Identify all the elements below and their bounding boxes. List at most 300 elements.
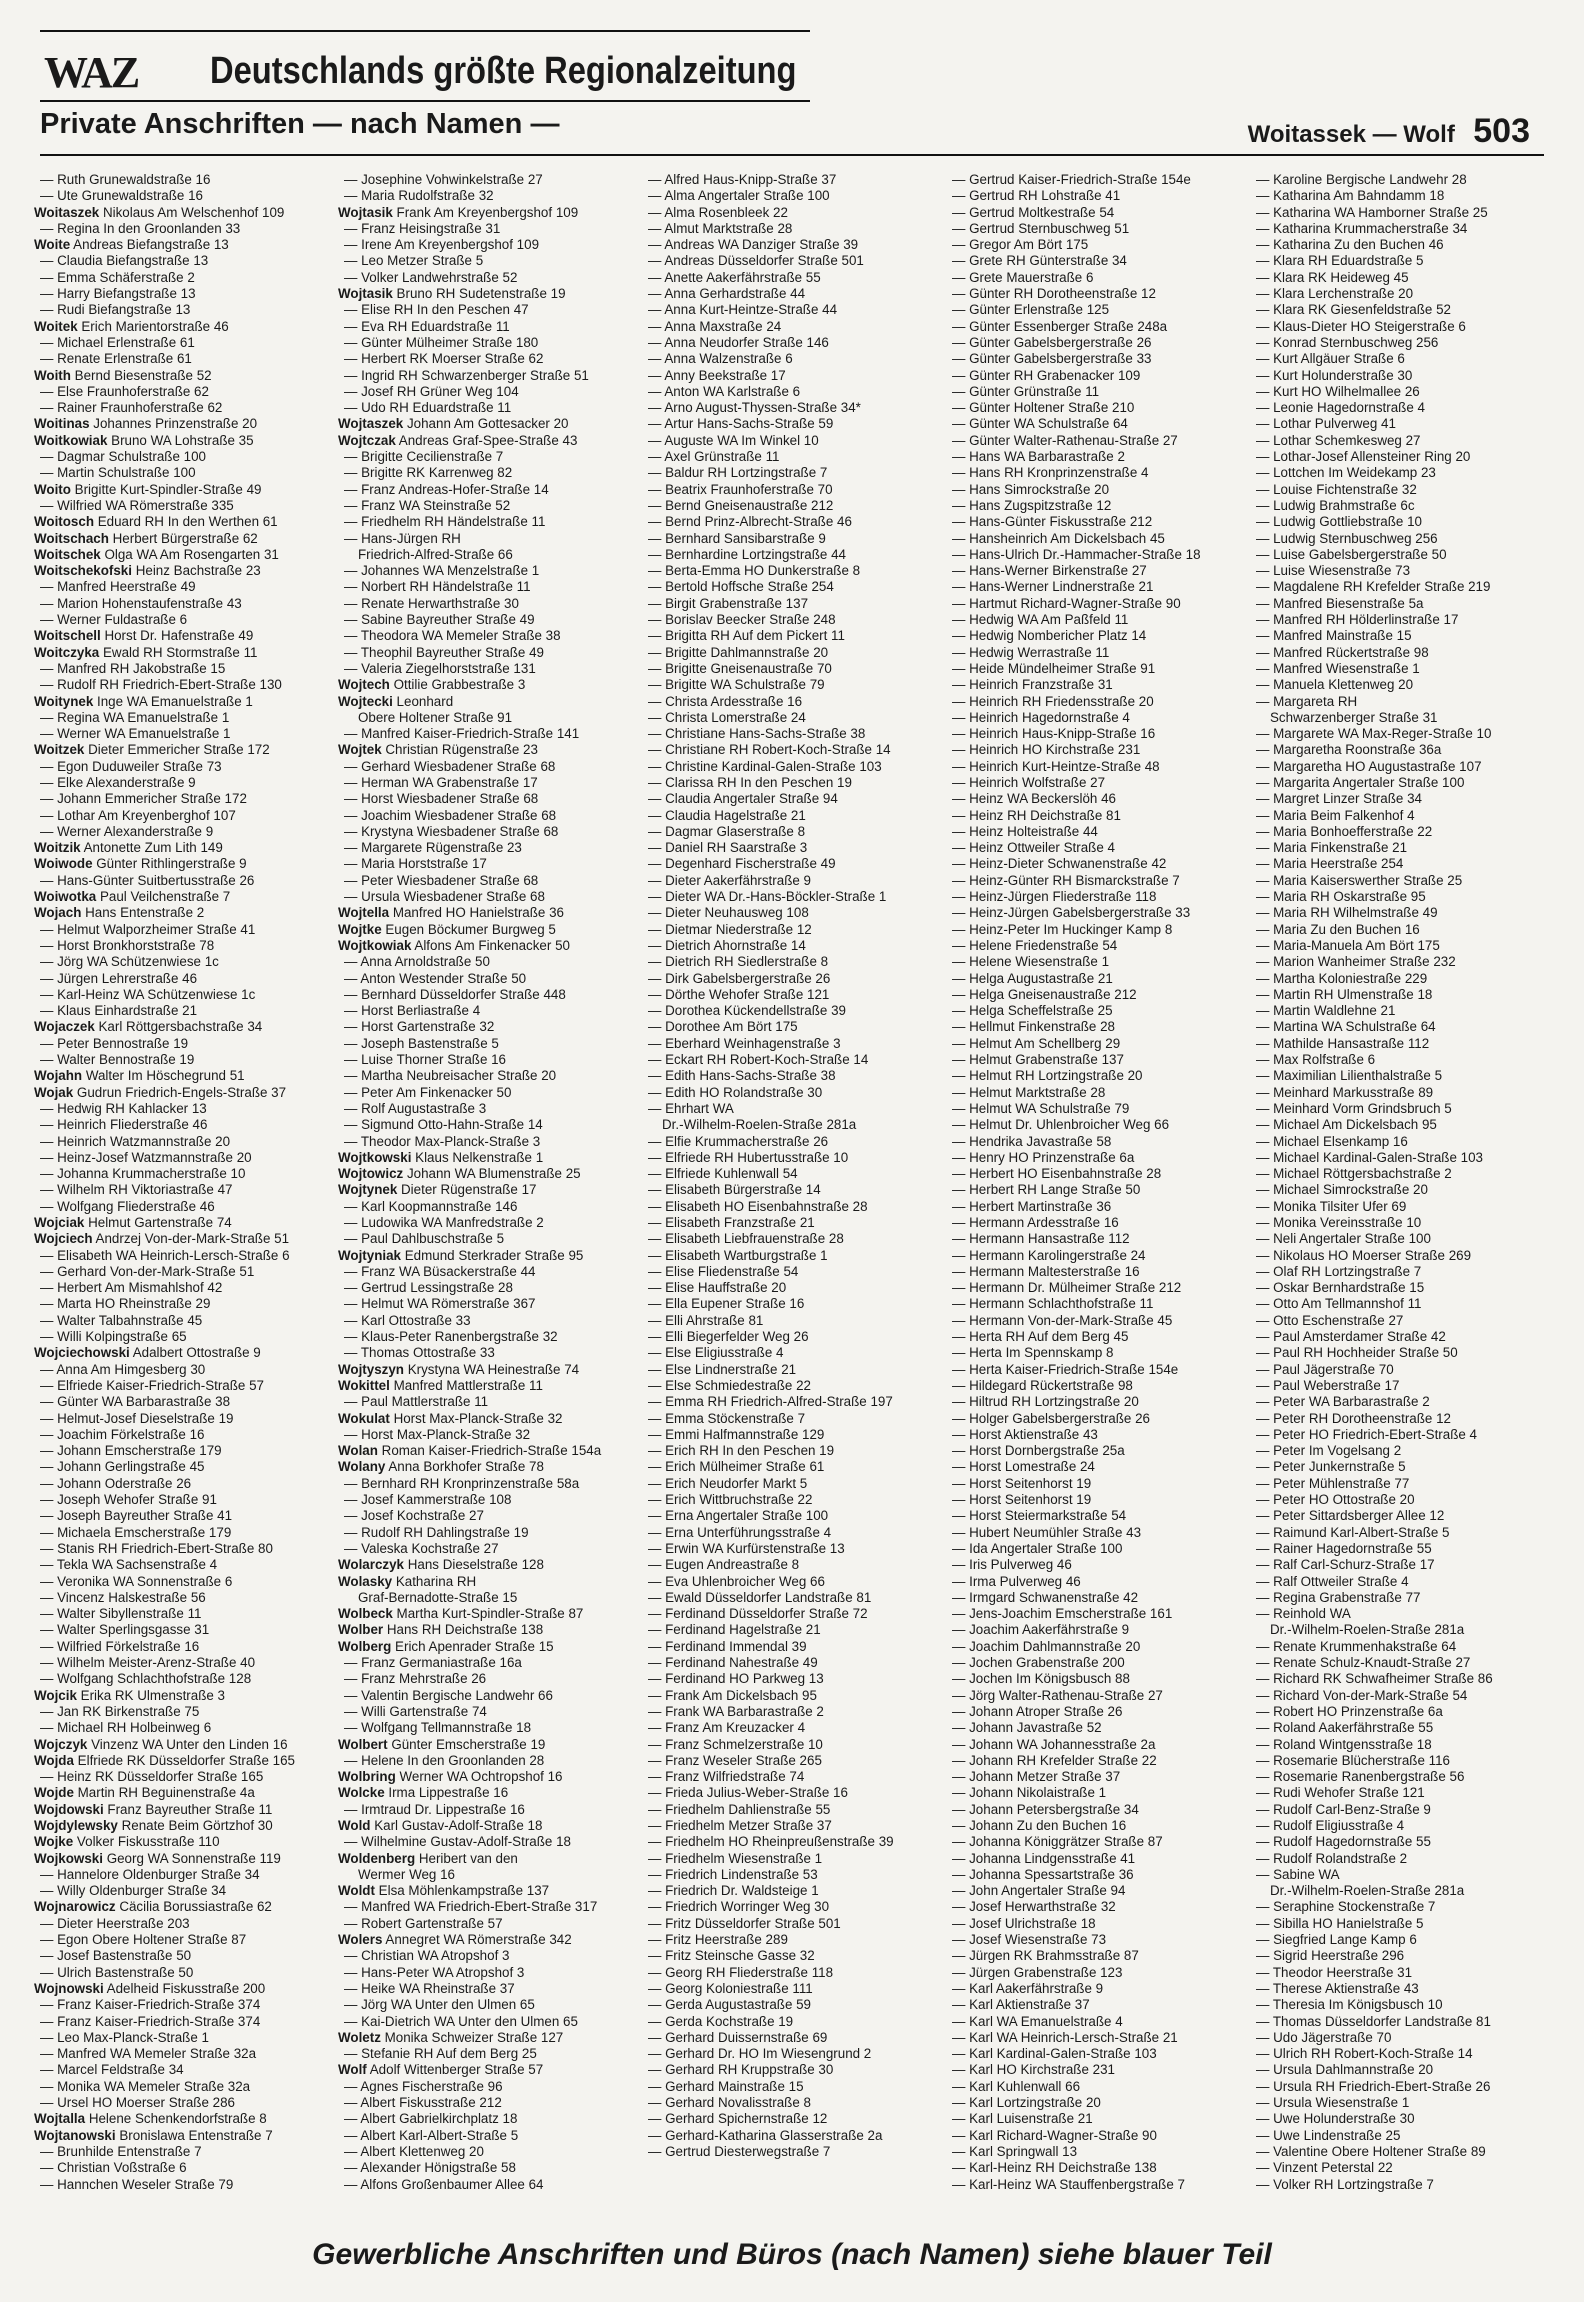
- listing-entry: Woitosch Eduard RH In den Werthen 61: [34, 514, 278, 530]
- listing-entry: — Karl Kardinal-Galen-Straße 103: [952, 2046, 1157, 2062]
- surname: Woitschek: [34, 546, 101, 562]
- listing-entry: — Hartmut Richard-Wagner-Straße 90: [952, 595, 1181, 611]
- listing-entry: — Raimund Karl-Albert-Straße 5: [1256, 1524, 1450, 1540]
- listing-entry: — Gerhard Dr. HO Im Wiesengrund 2: [648, 2046, 872, 2062]
- listing-entry: Wermer Weg 16: [358, 1866, 455, 1882]
- listing-column-4: [946, 172, 1244, 2193]
- listing-entry: Wolbert Günter Emscherstraße 19: [338, 1736, 546, 1752]
- listing-entry: Wojak Gudrun Friedrich-Engels-Straße 37: [34, 1084, 287, 1100]
- listing-entry: — Heinrich Franzstraße 31: [952, 677, 1113, 693]
- surname: Wojaczek: [34, 1019, 95, 1035]
- listing-entry: — Egon Duduweiler Straße 73: [40, 758, 222, 774]
- listing-entry: — Walter Talbahnstraße 45: [40, 1312, 203, 1328]
- listing-entry: — Manfred RH Jakobstraße 15: [40, 660, 226, 676]
- listing-entry: — Christa Lomerstraße 24: [648, 709, 806, 725]
- listing-entry: — Günter RH Grabenacker 109: [952, 367, 1141, 383]
- listing-entry: — Vincenz Halskestraße 56: [40, 1589, 206, 1605]
- listing-entry: — Roland Wintgensstraße 18: [1256, 1736, 1432, 1752]
- listing-entry: — Andreas Düsseldorfer Straße 501: [648, 253, 864, 269]
- listing-entry: — Marta HO Rheinstraße 29: [40, 1296, 211, 1312]
- listing-entry: — Johann Oderstraße 26: [40, 1475, 192, 1491]
- listing-entry: Dr.-Wilhelm-Roelen-Straße 281a: [1270, 1622, 1465, 1638]
- listing-entry: — Rolf Augustastraße 3: [344, 1100, 487, 1116]
- listing-entry: — Helmut RH Lortzingstraße 20: [952, 1068, 1143, 1084]
- listing-entry: — Manfred WA Friedrich-Ebert-Straße 317: [344, 1899, 598, 1915]
- listing-entry: — Manfred Wiesenstraße 1: [1256, 660, 1420, 676]
- listing-entry: — Renate Krummenhakstraße 64: [1256, 1638, 1457, 1654]
- listing-entry: — Eva RH Eduardstraße 11: [344, 318, 510, 334]
- listing-entry: — Brunhilde Entenstraße 7: [40, 2143, 202, 2159]
- listing-entry: — Borislav Beecker Straße 248: [648, 612, 836, 628]
- listing-entry: — Ruth Grunewaldstraße 16: [40, 172, 211, 187]
- listing-entry: — Horst Seitenhorst 19: [952, 1475, 1092, 1491]
- listing-entry: — Christa Ardesstraße 16: [648, 693, 803, 709]
- listing-entry: — Gerda Augustastraße 59: [648, 1997, 812, 2013]
- listing-entry: — Heinz-Jürgen Gabelsbergerstraße 33: [952, 905, 1191, 921]
- listing-entry: — Maria RH Oskarstraße 95: [1256, 889, 1426, 905]
- listing-entry: — Gerhard Novalisstraße 8: [648, 2095, 811, 2111]
- listing-entry: — Katharina Zu den Buchen 46: [1256, 237, 1444, 253]
- surname: Woitschach: [34, 530, 109, 546]
- listing-entry: Wojtek Christian Rügenstraße 23: [338, 742, 538, 758]
- listing-entry: — Daniel RH Saarstraße 3: [648, 840, 808, 856]
- listing-entry: — Monika WA Memeler Straße 32a: [40, 2078, 251, 2094]
- listing-entry: Wojciechowski Adalbert Ottostraße 9: [34, 1345, 261, 1361]
- surname: Wolbring: [338, 1769, 396, 1785]
- surname: Wokittel: [338, 1377, 390, 1393]
- listing-entry: — Manfred Rückertstraße 98: [1256, 644, 1429, 660]
- listing-entry: — Maria Rudolfstraße 32: [344, 188, 494, 204]
- listing-entry: Wojahn Walter Im Höschegrund 51: [34, 1068, 245, 1084]
- listing-entry: — Manfred WA Memeler Straße 32a: [40, 2046, 257, 2062]
- listing-entry: — Horst Berliastraße 4: [344, 1003, 481, 1019]
- listing-entry: — Erna Angertaler Straße 100: [648, 1508, 829, 1524]
- listing-entry: — Helmut-Josef Dieselstraße 19: [40, 1410, 234, 1426]
- listing-entry: — Elfriede Kaiser-Friedrich-Straße 57: [40, 1377, 264, 1393]
- listing-entry: — Veronika WA Sonnenstraße 6: [40, 1573, 233, 1589]
- listing-entry: — Peter RH Dorotheenstraße 12: [1256, 1410, 1451, 1426]
- listing-entry: — Karl Luisenstraße 21: [952, 2111, 1093, 2127]
- listing-entry: — Regina In den Groonlanden 33: [40, 220, 241, 236]
- listing-entry: — Günter RH Dorotheenstraße 12: [952, 286, 1156, 302]
- listing-entry: — Sabine Bayreuther Straße 49: [344, 612, 535, 628]
- listing-entry: — Rainer Fraunhoferstraße 62: [40, 400, 223, 416]
- surname: Wojda: [34, 1752, 74, 1768]
- listing-entry: — Peter Mühlenstraße 77: [1256, 1475, 1410, 1491]
- listing-entry: — Michael Erlenstraße 61: [40, 334, 195, 350]
- listing-entry: — Günter Erlenstraße 125: [952, 302, 1110, 318]
- listing-entry: — Eva Uhlenbroicher Weg 66: [648, 1573, 825, 1589]
- listing-entry: — Michael Elsenkamp 16: [1256, 1133, 1408, 1149]
- listing-entry: — Heinz Ottweiler Straße 4: [952, 840, 1115, 856]
- surname: Woitaszek: [34, 204, 100, 220]
- masthead: [40, 44, 810, 96]
- listing-entry: Woitschekofski Heinz Bachstraße 23: [34, 563, 261, 579]
- listing-entry: — Hedwig RH Kahlacker 13: [40, 1100, 207, 1116]
- listing-entry: — Friedrich Dr. Waldsteige 1: [648, 1883, 819, 1899]
- listing-entry: — Hermann Maltesterstraße 16: [952, 1263, 1140, 1279]
- listing-entry: — Michael Am Dickelsbach 95: [1256, 1117, 1437, 1133]
- page-header: [1248, 112, 1530, 151]
- listing-entry: — Brigitte Gneisenaustraße 70: [648, 660, 832, 676]
- listing-entry: — Gertrud Sternbuschweg 51: [952, 220, 1130, 236]
- listing-entry: — Hans-Peter WA Atropshof 3: [344, 1964, 525, 1980]
- listing-entry: — Christiane Hans-Sachs-Straße 38: [648, 726, 866, 742]
- surname: Woiwotka: [34, 889, 97, 905]
- listing-entry: — Robert HO Prinzenstraße 6a: [1256, 1703, 1443, 1719]
- listing-entry: Woiwode Günter Rithlingerstraße 9: [34, 856, 247, 872]
- listing-entry: — Josephine Vohwinkelstraße 27: [344, 172, 543, 187]
- listing-entry: — Willi Kolpingstraße 65: [40, 1329, 187, 1345]
- listing-entry: Woitynek Inge WA Emanuelstraße 1: [34, 693, 253, 709]
- listing-entry: Wolany Anna Borkhofer Straße 78: [338, 1459, 544, 1475]
- listing-entry: — Paul Weberstraße 17: [1256, 1377, 1400, 1393]
- listing-entry: — Kurt Allgäuer Straße 6: [1256, 351, 1405, 367]
- listing-entry: — Peter Wiesbadener Straße 68: [344, 872, 539, 888]
- listing-entry: Wojtella Manfred HO Hanielstraße 36: [338, 905, 564, 921]
- listing-entry: — Konrad Sternbuschweg 256: [1256, 334, 1439, 350]
- listing-entry: Wolbring Werner WA Ochtropshof 16: [338, 1769, 563, 1785]
- listing-entry: — Bernhard Sansibarstraße 9: [648, 530, 826, 546]
- listing-entry: — Dieter Neuhausweg 108: [648, 905, 809, 921]
- surname: Wojdylewsky: [34, 1817, 118, 1833]
- listing-entry: Woldenberg Heribert van den: [338, 1850, 518, 1866]
- listing-entry: — Alma Angertaler Straße 100: [648, 188, 830, 204]
- listing-entry: — Fritz Steinsche Gasse 32: [648, 1948, 815, 1964]
- listing-entry: — Dieter Aakerfährstraße 9: [648, 872, 811, 888]
- listing-entry: — Gregor Am Bört 175: [952, 237, 1089, 253]
- listing-entry: — Theodor Max-Planck-Straße 3: [344, 1133, 541, 1149]
- listing-entry: — Hermann Dr. Mülheimer Straße 212: [952, 1280, 1182, 1296]
- listing-entry: — Helmut Dr. Uhlenbroicher Weg 66: [952, 1117, 1170, 1133]
- listing-entry: — Valeska Kochstraße 27: [344, 1540, 499, 1556]
- surname: Wojciak: [34, 1215, 85, 1230]
- listing-entry: — Claudia Hagelstraße 21: [648, 807, 806, 823]
- listing-entry: — Joachim Aakerfährstraße 9: [952, 1622, 1130, 1638]
- listing-entry: — Richard Von-der-Mark-Straße 54: [1256, 1687, 1468, 1703]
- listing-entry: — Magdalene RH Krefelder Straße 219: [1256, 579, 1491, 595]
- listing-entry: — Friedhelm Metzer Straße 37: [648, 1817, 832, 1833]
- listing-entry: Woiwotka Paul Veilchenstraße 7: [34, 889, 231, 905]
- surname: Wojtek: [338, 742, 382, 758]
- surname: Woitschekofski: [34, 563, 132, 579]
- listing-entry: — Ella Eupener Straße 16: [648, 1296, 805, 1312]
- listing-entry: — Heinrich Haus-Knipp-Straße 16: [952, 726, 1156, 742]
- listing-entry: — Erich Mülheimer Straße 61: [648, 1459, 825, 1475]
- listing-entry: — Edith Hans-Sachs-Straße 38: [648, 1068, 836, 1084]
- listing-entry: Wojach Hans Entenstraße 2: [34, 905, 205, 921]
- listing-entry: — Margarete Rügenstraße 23: [344, 840, 522, 856]
- listing-entry: — Martha Koloniestraße 229: [1256, 970, 1428, 986]
- listing-entry: — Rudolf RH Dahlingstraße 19: [344, 1524, 529, 1540]
- listing-entry: — Wilhelm RH Viktoriastraße 47: [40, 1182, 233, 1198]
- listing-entry: — Heinz WA Beckerslöh 46: [952, 791, 1116, 807]
- listing-entry: — Olaf RH Lortzingstraße 7: [1256, 1263, 1422, 1279]
- listing-entry: Wokittel Manfred Mattlerstraße 11: [338, 1377, 543, 1393]
- surname: Wolany: [338, 1459, 386, 1475]
- listing-entry: — Gerda Kochstraße 19: [648, 2013, 794, 2029]
- surname: Woitinas: [34, 416, 90, 432]
- listing-entry: — Maximilian Lilienthalstraße 5: [1256, 1068, 1443, 1084]
- listing-entry: — Christian Voßstraße 6: [40, 2160, 187, 2176]
- listing-entry: — Hedwig Nombericher Platz 14: [952, 628, 1147, 644]
- listing-entry: — Elise Fliedenstraße 54: [648, 1263, 799, 1279]
- listing-entry: Wojtasik Bruno RH Sudetenstraße 19: [338, 286, 566, 302]
- listing-entry: — Gerhard Von-der-Mark-Straße 51: [40, 1263, 255, 1279]
- surname: Wojnarowicz: [34, 1899, 116, 1915]
- surname: Woite: [34, 237, 71, 253]
- listing-entry: — Mathilde Hansastraße 112: [1256, 1035, 1430, 1051]
- listing-entry: — Udo Jägerstraße 70: [1256, 2029, 1392, 2045]
- listing-entry: — Martha Neubreisacher Straße 20: [344, 1068, 557, 1084]
- listing-entry: — Emma RH Friedrich-Alfred-Straße 197: [648, 1394, 893, 1410]
- listing-entry: Wojtynek Dieter Rügenstraße 17: [338, 1182, 537, 1198]
- listing-entry: — Michaela Emscherstraße 179: [40, 1524, 232, 1540]
- listing-entry: — Luise Gabelsbergerstraße 50: [1256, 546, 1447, 562]
- listing-entry: — Martina WA Schulstraße 64: [1256, 1019, 1436, 1035]
- surname: Wojtasik: [338, 204, 393, 220]
- listing-entry: — Lothar-Josef Allensteiner Ring 20: [1256, 449, 1471, 465]
- listing-entry: — Wolfgang Tellmannstraße 18: [344, 1720, 532, 1736]
- listing-entry: — Horst Seitenhorst 19: [952, 1492, 1092, 1508]
- listing-entry: — Ute Grunewaldstraße 16: [40, 188, 203, 204]
- listing-entry: Wold Karl Gustav-Adolf-Straße 18: [338, 1817, 543, 1833]
- listing-entry: — Hannelore Oldenburger Straße 34: [40, 1866, 260, 1882]
- listing-entry: — Michael RH Holbeinweg 6: [40, 1720, 212, 1736]
- listing-entry: — Horst Wiesbadener Straße 68: [344, 791, 539, 807]
- listing-entry: — Herta RH Auf dem Berg 45: [952, 1329, 1129, 1345]
- listing-entry: — Volker Landwehrstraße 52: [344, 269, 518, 285]
- listing-entry: Wolber Hans RH Deichstraße 138: [338, 1622, 544, 1638]
- surname: Wojtasik: [338, 286, 393, 302]
- listing-entry: — Klara RH Eduardstraße 5: [1256, 253, 1424, 269]
- listing-entry: — Joseph Wehofer Straße 91: [40, 1492, 217, 1508]
- listing-entry: — Johann Emscherstraße 179: [40, 1443, 222, 1459]
- listing-entry: — Jürgen Grabenstraße 123: [952, 1964, 1123, 1980]
- listing-entry: Wojtanowski Bronislawa Entenstraße 7: [34, 2127, 273, 2143]
- listing-entry: — Degenhard Fischerstraße 49: [648, 856, 836, 872]
- listing-entry: — Bernhard RH Kronprinzenstraße 58a: [344, 1475, 580, 1491]
- surname: Woldt: [338, 1883, 375, 1899]
- listing-entry: — Elisabeth WA Heinrich-Lersch-Straße 6: [40, 1247, 290, 1263]
- listing-entry: Wojkowski Georg WA Sonnenstraße 119: [34, 1850, 281, 1866]
- listing-entry: — Marion Wanheimer Straße 232: [1256, 954, 1456, 970]
- listing-entry: Wojczyk Vinzenz WA Unter den Linden 16: [34, 1736, 288, 1752]
- listing-entry: — Maria Kaiserswerther Straße 25: [1256, 872, 1463, 888]
- listing-entry: — Ludwig Sternbuschweg 256: [1256, 530, 1438, 546]
- listing-entry: — Margaretha Roonstraße 36a: [1256, 742, 1442, 758]
- listing-entry: — Ludwig Brahmstraße 6c: [1256, 497, 1415, 513]
- listing-entry: — Maria Finkenstraße 21: [1256, 840, 1408, 856]
- listing-entry: — Leo Max-Planck-Straße 1: [40, 2029, 209, 2045]
- listing-entry: — Dagmar Glaserstraße 8: [648, 823, 806, 839]
- surname: Wolf: [338, 2062, 367, 2078]
- listing-entry: — Karl Koopmannstraße 146: [344, 1198, 518, 1214]
- listing-entry: Woitek Erich Marientorstraße 46: [34, 318, 229, 334]
- listing-entry: — Clarissa RH In den Peschen 19: [648, 774, 852, 790]
- listing-entry: — Rudolf Rolandstraße 2: [1256, 1850, 1408, 1866]
- listing-entry: — Gerhard Spichernstraße 12: [648, 2111, 828, 2127]
- listing-entry: — Johann Gerlingstraße 45: [40, 1459, 205, 1475]
- listing-entry: — Jürgen Lehrerstraße 46: [40, 970, 198, 986]
- listing-entry: — Heinz RH Deichstraße 81: [952, 807, 1121, 823]
- listing-entry: — Hans-Werner Birkenstraße 27: [952, 563, 1147, 579]
- listing-entry: — Katharina Krummacherstraße 34: [1256, 220, 1468, 236]
- listing-entry: — Maria Heerstraße 254: [1256, 856, 1404, 872]
- listing-entry: Wojcik Erika RK Ulmenstraße 3: [34, 1687, 226, 1703]
- listing-entry: — Holger Gabelsbergerstraße 26: [952, 1410, 1150, 1426]
- listing-entry: — Eckart RH Robert-Koch-Straße 14: [648, 1052, 869, 1068]
- listing-entry: — Ursula Wiesbadener Straße 68: [344, 889, 545, 905]
- listing-entry: — Elisabeth Bürgerstraße 14: [648, 1182, 821, 1198]
- listing-entry: — Hans-Günter Fiskusstraße 212: [952, 514, 1153, 530]
- listing-entry: — Theresia Im Königsbusch 10: [1256, 1997, 1443, 2013]
- surname: Wojtanowski: [34, 2127, 116, 2143]
- listing-entry: — Renate Schulz-Knaudt-Straße 27: [1256, 1655, 1471, 1671]
- listing-entry: — Meinhard Markusstraße 89: [1256, 1084, 1434, 1100]
- listing-entry: — Margarete WA Max-Reger-Straße 10: [1256, 726, 1492, 742]
- listing-entry: — Ralf Ottweiler Straße 4: [1256, 1573, 1409, 1589]
- listing-entry: — Johanna Spessartstraße 36: [952, 1866, 1134, 1882]
- listing-entry: — Stanis RH Friedrich-Ebert-Straße 80: [40, 1540, 273, 1556]
- listing-entry: — Gertrud RH Lohstraße 41: [952, 188, 1121, 204]
- listing-entry: — Hannchen Weseler Straße 79: [40, 2176, 234, 2192]
- listing-entry: — Margareta RH: [1256, 693, 1358, 709]
- listing-entry: — Friedrich Worringer Weg 30: [648, 1899, 830, 1915]
- listing-entry: — Dietrich RH Siedlerstraße 8: [648, 954, 829, 970]
- listing-entry: — Kurt HO Wilhelmallee 26: [1256, 383, 1420, 399]
- listing-entry: — Henry HO Prinzenstraße 6a: [952, 1149, 1135, 1165]
- listing-entry: — Maria Horststraße 17: [344, 856, 487, 872]
- listing-entry: — Günter Holtener Straße 210: [952, 400, 1135, 416]
- listing-entry: — Anette Aakerfährstraße 55: [648, 269, 821, 285]
- listing-entry: — Günter WA Schulstraße 64: [952, 416, 1128, 432]
- listing-entry: — Jens-Joachim Emscherstraße 161: [952, 1606, 1173, 1622]
- listing-entry: — Werner WA Emanuelstraße 1: [40, 726, 231, 742]
- listing-entry: — Helmut WA Schulstraße 79: [952, 1100, 1130, 1116]
- surname: Wojtella: [338, 905, 390, 921]
- listing-entry: — Irene Am Kreyenbergshof 109: [344, 237, 540, 253]
- listing-entry: — Joachim Wiesbadener Straße 68: [344, 807, 557, 823]
- listing-entry: — Martin Waldlehne 21: [1256, 1003, 1396, 1019]
- listing-entry: — Johannes WA Menzelstraße 1: [344, 563, 540, 579]
- listing-entry: — Josef Wiesenstraße 73: [952, 1932, 1107, 1948]
- listing-entry: Wojtaszek Johann Am Gottesacker 20: [338, 416, 569, 432]
- listing-entry: — Anna Neudorfer Straße 146: [648, 334, 829, 350]
- listing-entry: — Heinz RK Düsseldorfer Straße 165: [40, 1769, 264, 1785]
- listing-entry: — Louise Fichtenstraße 32: [1256, 481, 1417, 497]
- listing-entry: — Helmut Marktstraße 28: [952, 1084, 1106, 1100]
- listing-entry: — Heinz-Dieter Schwanenstraße 42: [952, 856, 1167, 872]
- listing-entry: — Manfred Biesenstraße 5a: [1256, 595, 1424, 611]
- listing-entry: — Seraphine Stockenstraße 7: [1256, 1899, 1436, 1915]
- listing-entry: — Claudia Angertaler Straße 94: [648, 791, 838, 807]
- listing-entry: — Ingrid RH Schwarzenberger Straße 51: [344, 367, 589, 383]
- surname: Wolber: [338, 1622, 384, 1638]
- listing-entry: — Elke Alexanderstraße 9: [40, 774, 196, 790]
- listing-entry: — Klaus Einhardstraße 21: [40, 1003, 198, 1019]
- listing-entry: — Maria Beim Falkenhof 4: [1256, 807, 1415, 823]
- listing-entry: — Reinhold WA: [1256, 1606, 1351, 1622]
- surname: Wojtalla: [34, 2111, 86, 2127]
- listing-entry: — Emma Stöckenstraße 7: [648, 1410, 806, 1426]
- listing-entry: — Claudia Biefangstraße 13: [40, 253, 209, 269]
- listing-entry: Wolf Adolf Wittenberger Straße 57: [338, 2062, 544, 2078]
- surname: Wojde: [34, 1785, 74, 1801]
- listing-entry: — Joachim Förkelstraße 16: [40, 1426, 205, 1442]
- listing-entry: — Günter Mülheimer Straße 180: [344, 334, 539, 350]
- listing-entry: — Dörthe Wehofer Straße 121: [648, 986, 830, 1002]
- listing-entry: — Gerhard-Katharina Glasserstraße 2a: [648, 2127, 883, 2143]
- listing-entry: — Dieter Heerstraße 203: [40, 1915, 190, 1931]
- surname: Wojtczak: [338, 432, 396, 448]
- surname: Woitynek: [34, 693, 94, 709]
- listing-entry: — Marcel Feldstraße 34: [40, 2062, 184, 2078]
- listing-entry: — Sigrid Heerstraße 296: [1256, 1948, 1405, 1964]
- listing-entry: — Leonie Hagedornstraße 4: [1256, 400, 1425, 416]
- listing-entry: — Willi Gartenstraße 74: [344, 1703, 487, 1719]
- listing-entry: — Franz WA Büsackerstraße 44: [344, 1263, 536, 1279]
- listing-entry: — Hans WA Barbarastraße 2: [952, 449, 1125, 465]
- listing-entry: Wolcke Irma Lippestraße 16: [338, 1785, 509, 1801]
- listing-entry: — Heinz-Josef Watzmannstraße 20: [40, 1149, 252, 1165]
- listing-entry: — Almut Marktstraße 28: [648, 220, 793, 236]
- listing-entry: — Dietmar Niederstraße 12: [648, 921, 812, 937]
- listing-entry: — Klara RK Heideweg 45: [1256, 269, 1409, 285]
- listing-entry: — Franz Kaiser-Friedrich-Straße 374: [40, 2013, 261, 2029]
- listing-entry: — Rosemarie Ranenbergstraße 56: [1256, 1769, 1465, 1785]
- listing-entry: — Karl Ottostraße 33: [344, 1312, 471, 1328]
- listing-entry: — Ida Angertaler Straße 100: [952, 1540, 1123, 1556]
- listing-entry: Woitschek Olga WA Am Rosengarten 31: [34, 546, 279, 562]
- listing-entry: Wolberg Erich Apenrader Straße 15: [338, 1638, 554, 1654]
- listing-entry: — Neli Angertaler Straße 100: [1256, 1231, 1431, 1247]
- listing-entry: — Ulrich Bastenstraße 50: [40, 1964, 194, 1980]
- listing-entry: — Horst Dornbergstraße 25a: [952, 1443, 1125, 1459]
- listing-entry: — Meinhard Vorm Grindsbruch 5: [1256, 1100, 1452, 1116]
- listing-entry: — Kai-Dietrich WA Unter den Ulmen 65: [344, 2013, 578, 2029]
- listing-entry: — Klara Lerchenstraße 20: [1256, 286, 1414, 302]
- listing-entry: — Franz Schmelzerstraße 10: [648, 1736, 823, 1752]
- surname: Wojtyniak: [338, 1247, 401, 1263]
- surname: Wolcke: [338, 1785, 385, 1801]
- listing-entry: — Michael Kardinal-Galen-Straße 103: [1256, 1149, 1484, 1165]
- listing-entry: — Irmgard Schwanenstraße 42: [952, 1589, 1139, 1605]
- listing-entry: — Friedhelm RH Händelstraße 11: [344, 514, 546, 530]
- listing-entry: — Josef Bastenstraße 50: [40, 1948, 192, 1964]
- listing-entry: — Baldur RH Lortzingstraße 7: [648, 465, 828, 481]
- listing-entry: — Dieter WA Dr.-Hans-Böckler-Straße 1: [648, 889, 887, 905]
- listing-entry: — Helga Augustastraße 21: [952, 970, 1113, 986]
- listing-entry: — Karoline Bergische Landwehr 28: [1256, 172, 1467, 187]
- listing-entry: — Johanna Königgrätzer Straße 87: [952, 1834, 1163, 1850]
- listing-entry: — Else Schmiedestraße 22: [648, 1377, 811, 1393]
- listing-entry: — Fritz Heerstraße 289: [648, 1932, 788, 1948]
- listing-entry: — Hans Zugspitzstraße 12: [952, 497, 1112, 513]
- listing-entry: — Paul Mattlerstraße 11: [344, 1394, 489, 1410]
- listing-entry: — Elfie Krummacherstraße 26: [648, 1133, 829, 1149]
- surname: Wolbeck: [338, 1606, 393, 1622]
- listing-entry: — Anna Kurt-Heintze-Straße 44: [648, 302, 838, 318]
- listing-entry: — Jan RK Birkenstraße 75: [40, 1703, 200, 1719]
- listing-entry: — Walter Sperlingsgasse 31: [40, 1622, 210, 1638]
- listing-entry: — Herman WA Grabenstraße 17: [344, 774, 538, 790]
- listing-entry: — Helga Scheffelstraße 25: [952, 1003, 1113, 1019]
- surname: Wojtech: [338, 677, 390, 693]
- listing-entry: — Brigitte Dahlmannstraße 20: [648, 644, 829, 660]
- listing-entry: — Dirk Gabelsbergerstraße 26: [648, 970, 831, 986]
- listing-entry: — Horst Aktienstraße 43: [952, 1426, 1098, 1442]
